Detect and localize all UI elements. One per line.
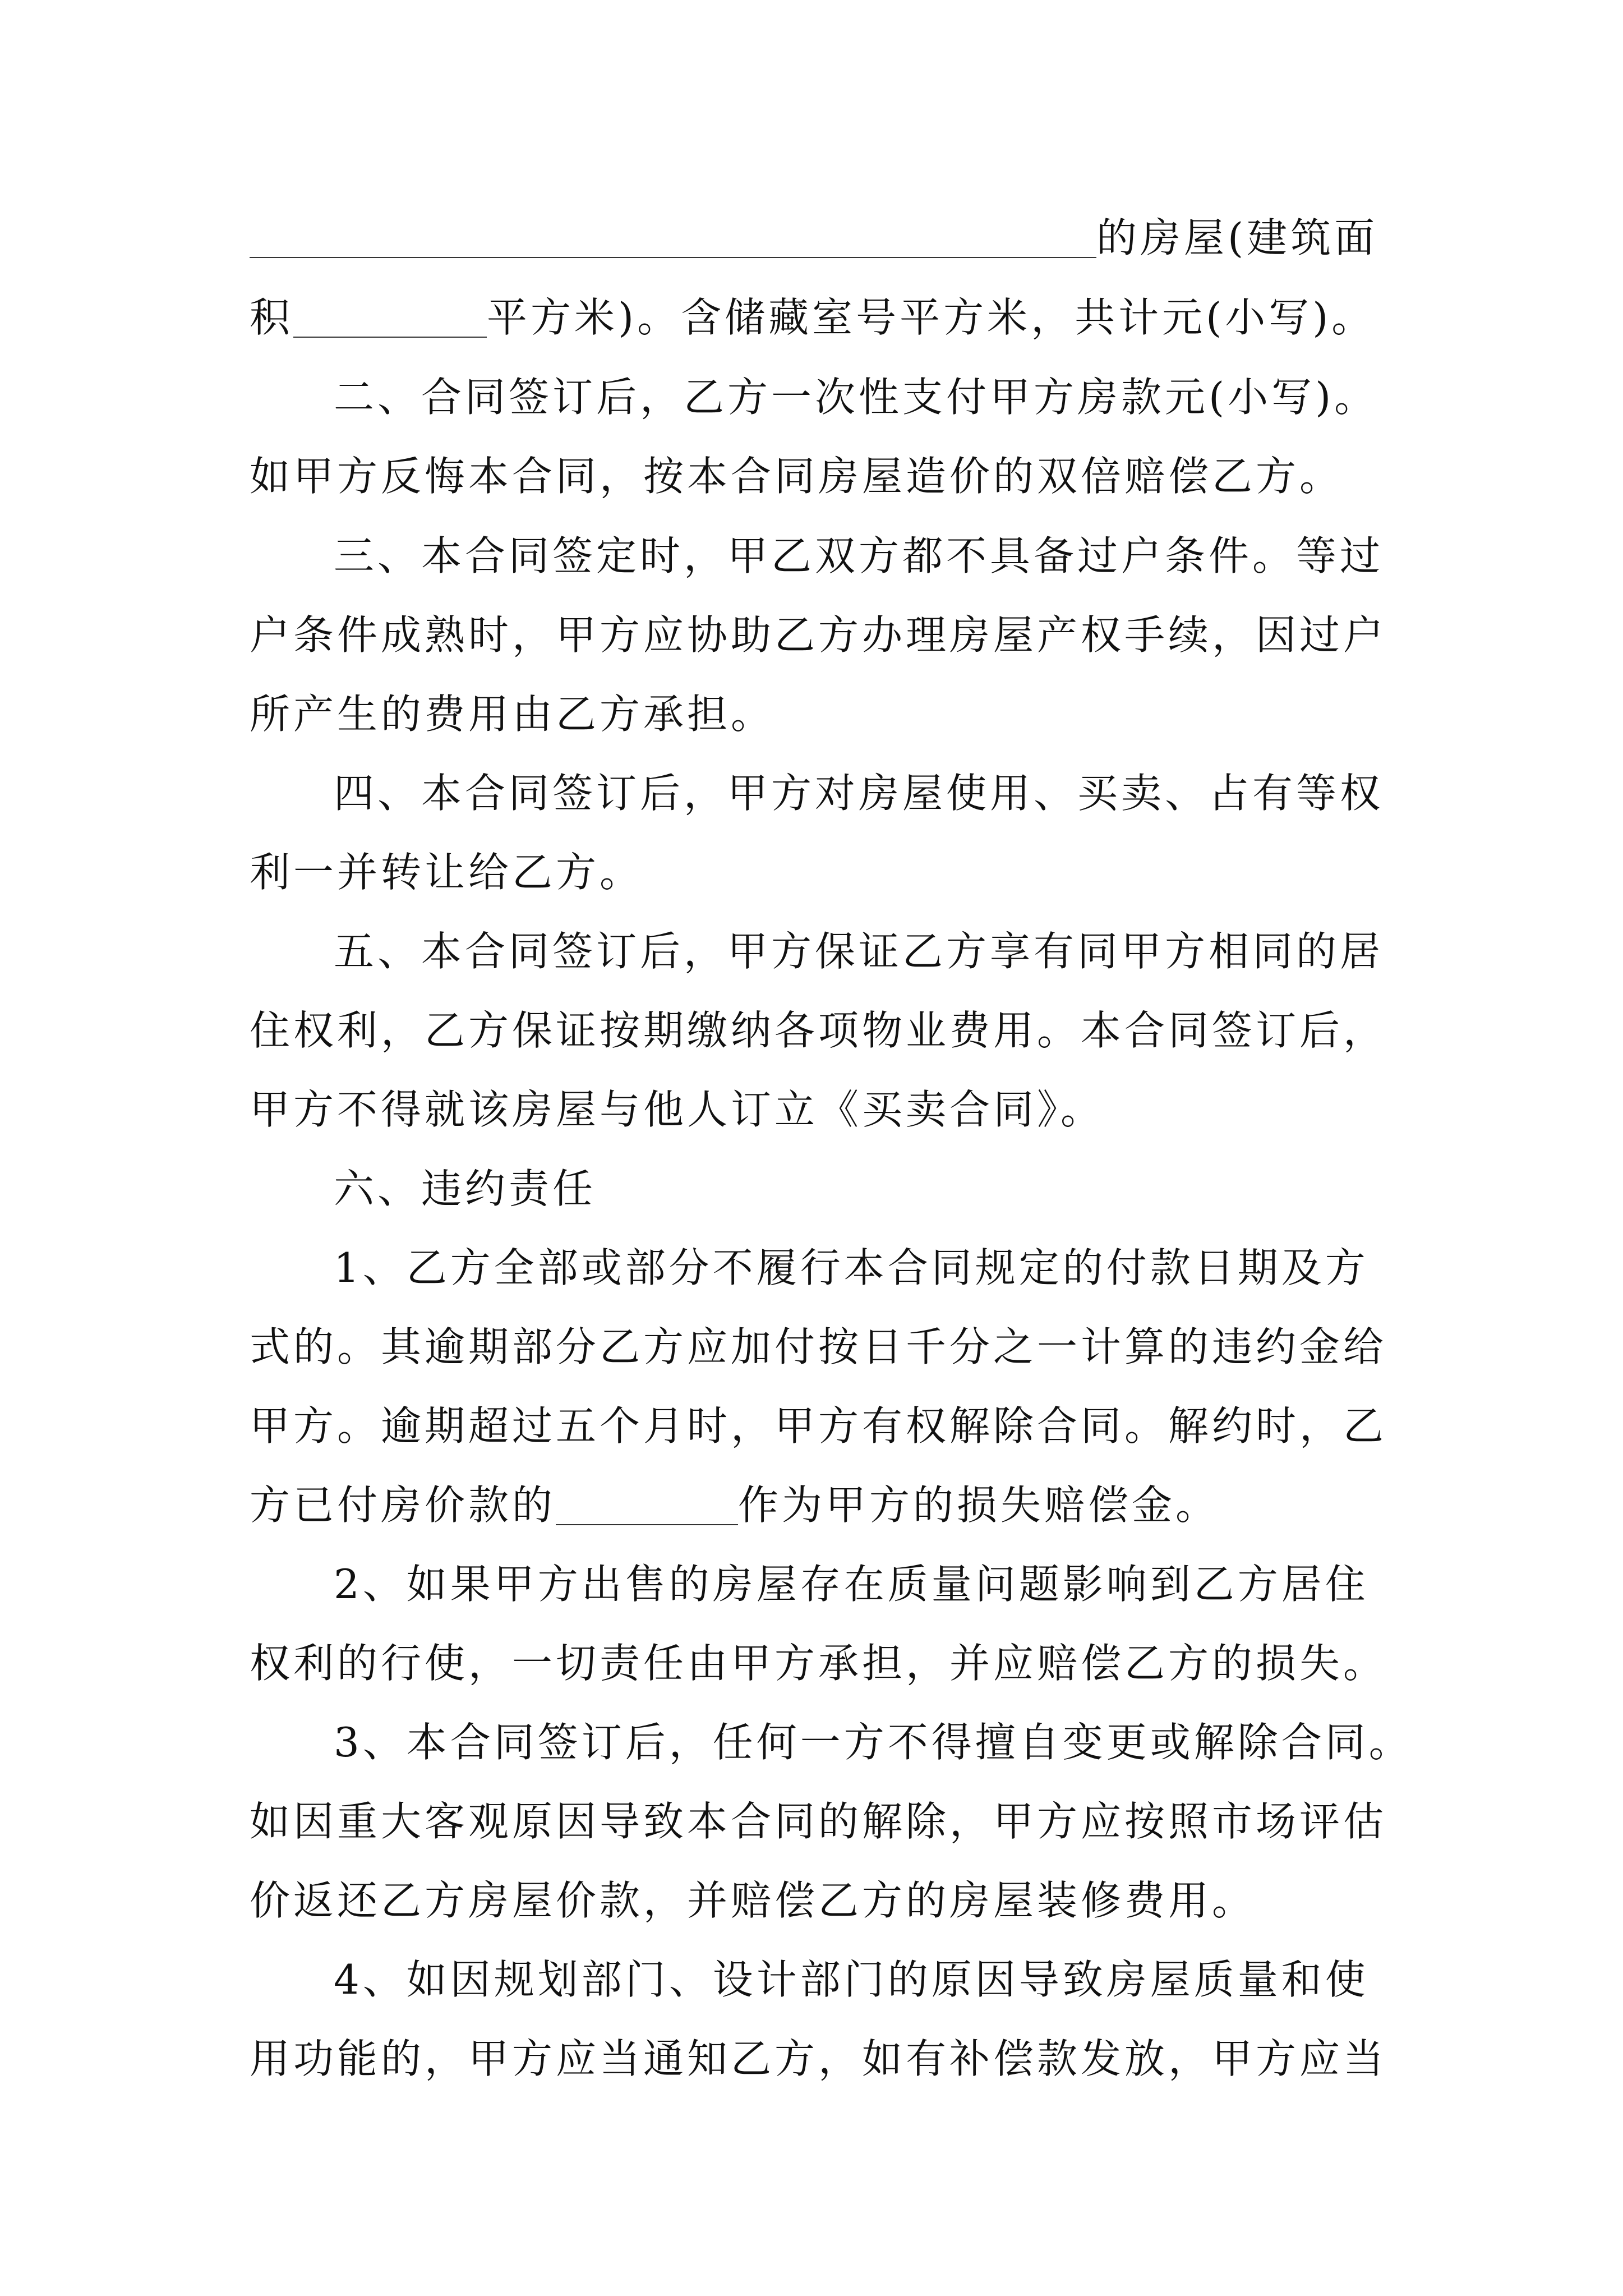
text-line: 户条件成熟时，甲方应协助乙方办理房屋产权手续，因过户: [250, 611, 1387, 659]
text-line: 所产生的费用由乙方承担。: [250, 691, 775, 738]
text-line: [250, 1481, 1220, 1529]
fill-in-blank: [556, 1488, 738, 1525]
text-line: 式的。其逾期部分乙方应加付按日千分之一计算的违约金给: [250, 1323, 1387, 1370]
paragraph-start: 四、本合同签订后，甲方对房屋使用、买卖、占有等权: [334, 770, 1384, 817]
paragraph-start: 3、本合同签订后，任何一方不得擅自变更或解除合同。: [334, 1719, 1413, 1766]
fill-in-blank: [293, 301, 487, 338]
text-span: 积: [250, 294, 294, 341]
paragraph-start: 2、如果甲方出售的房屋存在质量问题影响到乙方居住: [334, 1561, 1369, 1608]
text-span: 的房屋(建筑面: [1096, 214, 1378, 261]
section-heading: 六、违约责任: [334, 1165, 597, 1212]
text-span: 作为甲方的损失赔偿金。: [738, 1481, 1220, 1529]
text-line: 住权利，乙方保证按期缴纳各项物业费用。本合同签订后，: [250, 1007, 1387, 1054]
text-line: [250, 214, 1378, 261]
text-line: 如甲方反悔本合同，按本合同房屋造价的双倍赔偿乙方。: [250, 453, 1344, 500]
paragraph-start: 4、如因规划部门、设计部门的原因导致房屋质量和使: [334, 1956, 1369, 2003]
text-line: 价返还乙方房屋价款，并赔偿乙方的房屋装修费用。: [250, 1877, 1256, 1924]
text-line: 如因重大客观原因导致本合同的解除，甲方应按照市场评估: [250, 1798, 1387, 1845]
text-span: 方已付房价款的: [250, 1481, 556, 1529]
text-line: 权利的行使，一切责任由甲方承担，并应赔偿乙方的损失。: [250, 1640, 1387, 1687]
text-span: 平方米)。含储藏室号平方米，共计元(小写)。: [487, 294, 1376, 341]
paragraph-start: 1、乙方全部或部分不履行本合同规定的付款日期及方: [334, 1244, 1369, 1291]
fill-in-blank: [250, 221, 1096, 258]
text-line: 利一并转让给乙方。: [250, 849, 644, 896]
paragraph-start: 三、本合同签定时，甲乙双方都不具备过户条件。等过: [334, 532, 1384, 579]
paragraph-start: 二、合同签订后，乙方一次性支付甲方房款元(小写)。: [334, 374, 1378, 421]
text-line: 甲方不得就该房屋与他人订立《买卖合同》。: [250, 1086, 1105, 1133]
text-line: 甲方。逾期超过五个月时，甲方有权解除合同。解约时，乙: [250, 1402, 1387, 1450]
text-line: [250, 294, 1376, 341]
text-line: 用功能的，甲方应当通知乙方，如有补偿款发放，甲方应当: [250, 2035, 1387, 2082]
paragraph-start: 五、本合同签订后，甲方保证乙方享有同甲方相同的居: [334, 928, 1384, 975]
